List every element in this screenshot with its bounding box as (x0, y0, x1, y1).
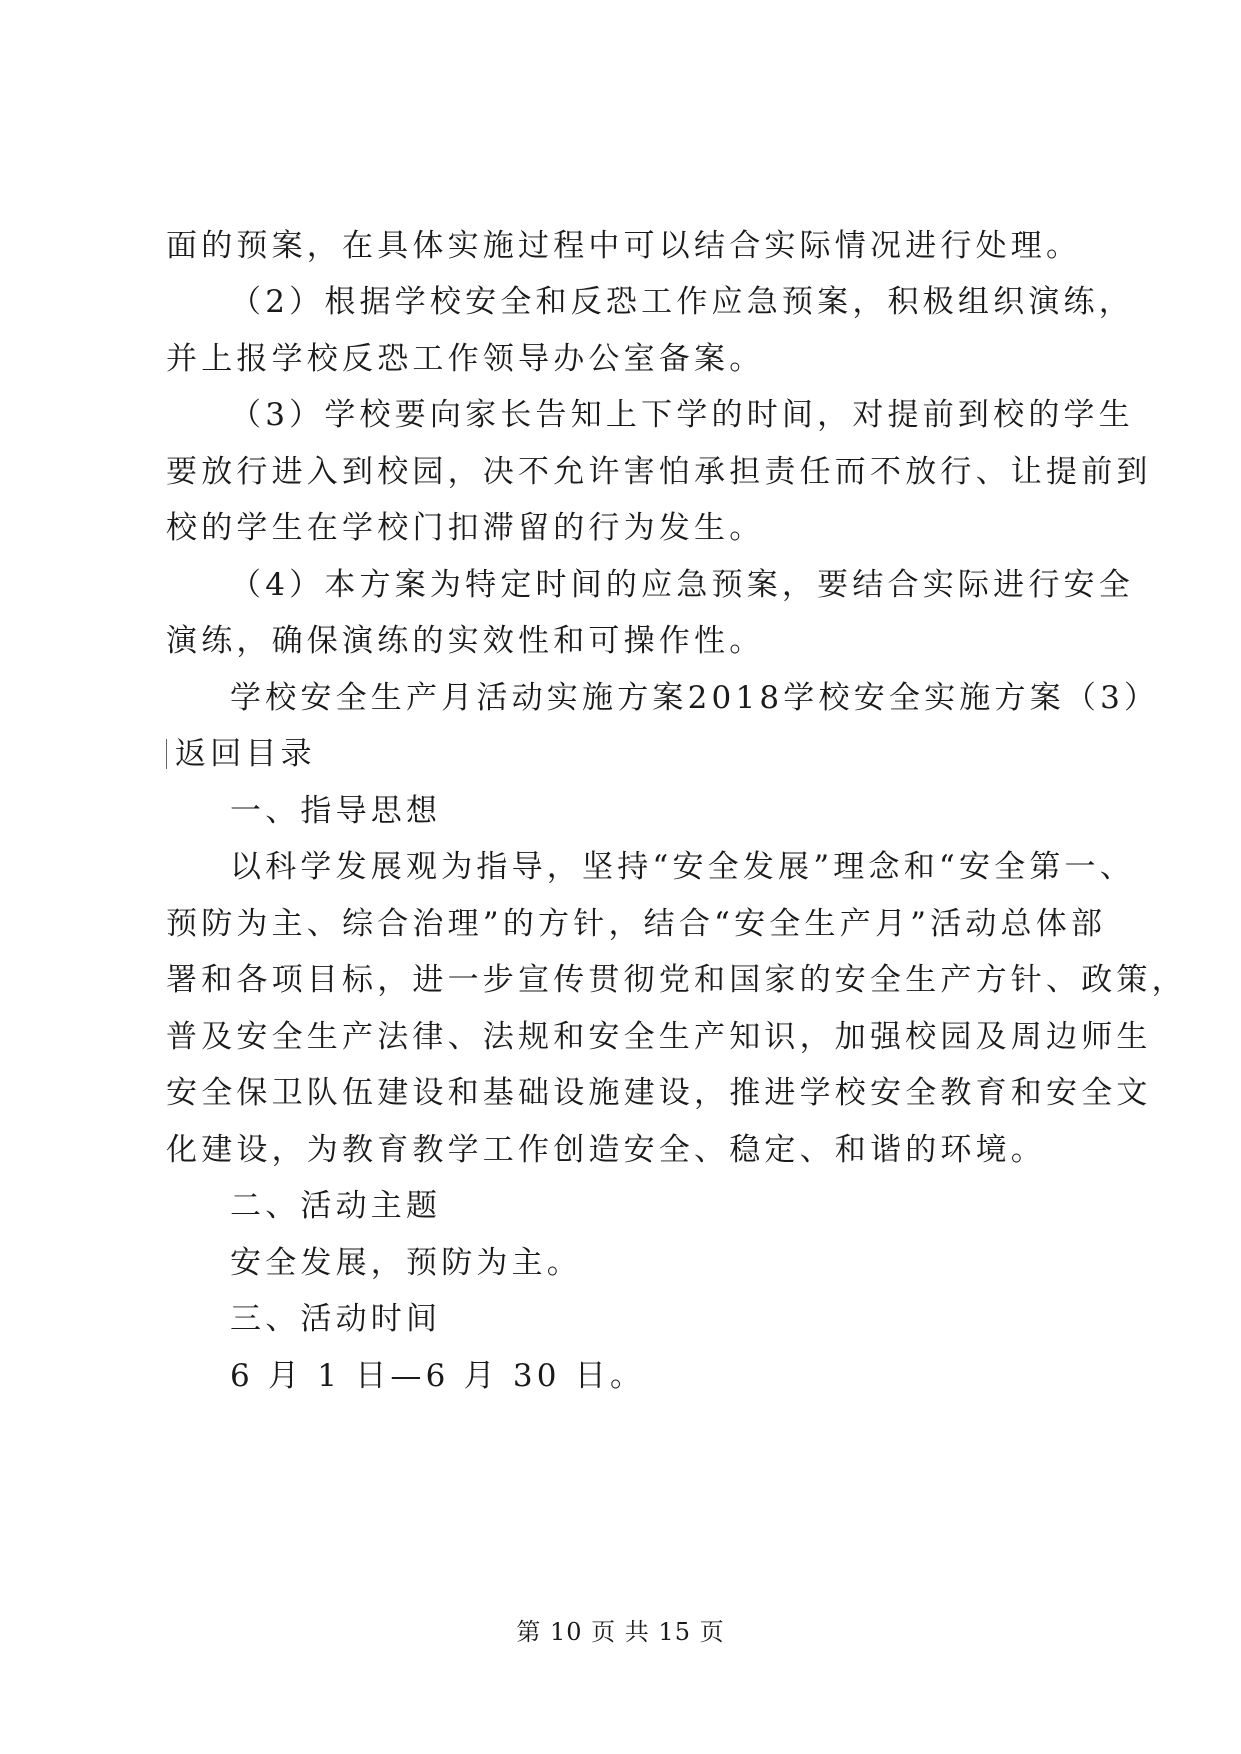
paragraph-line: 校的学生在学校门扣滞留的行为发生。 (166, 510, 765, 546)
section-heading: 三、活动时间 (230, 1301, 442, 1337)
paragraph-line: 署和各项目标，进一步宣传贯彻党和国家的安全生产方针、政策， (166, 962, 1187, 998)
text-cursor (166, 739, 167, 769)
paragraph-line: （4）本方案为特定时间的应急预案，要结合实际进行安全 (230, 567, 1134, 603)
paragraph-line: 以科学发展观为指导，坚持“安全发展”理念和“安全第一、 (230, 849, 1135, 885)
paragraph-line: 6 月 1 日—6 月 30 日。 (230, 1358, 646, 1394)
section-heading-line: 学校安全生产月活动实施方案2018学校安全实施方案（3） (230, 680, 1160, 716)
paragraph-line: 化建设，为教育教学工作创造安全、稳定、和谐的环境。 (166, 1132, 1046, 1168)
paragraph-line: （3）学校要向家长告知上下学的时间，对提前到校的学生 (230, 397, 1134, 433)
paragraph-line: （2）根据学校安全和反恐工作应急预案，积极组织演练， (230, 284, 1134, 320)
paragraph-line: 并上报学校反恐工作领导办公室备案。 (166, 341, 765, 377)
paragraph-line: 预防为主、综合治理”的方针，结合“安全生产月”活动总体部 (166, 906, 1107, 942)
page-number-footer: 第 10 页 共 15 页 (516, 1618, 725, 1646)
back-to-contents-link[interactable]: 返回目录 (175, 736, 316, 772)
section-heading: 一、指导思想 (230, 793, 442, 829)
paragraph-line: 演练，确保演练的实效性和可操作性。 (166, 623, 765, 659)
paragraph-line: 要放行进入到校园，决不允许害怕承担责任而不放行、让提前到 (166, 454, 1152, 490)
paragraph-line: 安全保卫队伍建设和基础设施建设，推进学校安全教育和安全文 (166, 1075, 1152, 1111)
paragraph-line: 面的预案，在具体实施过程中可以结合实际情况进行处理。 (166, 228, 1082, 264)
back-to-contents-line[interactable] (166, 734, 316, 774)
paragraph-line: 普及安全生产法律、法规和安全生产知识，加强校园及周边师生 (166, 1019, 1152, 1055)
paragraph-line: 安全发展，预防为主。 (230, 1245, 582, 1281)
section-heading: 二、活动主题 (230, 1188, 442, 1224)
